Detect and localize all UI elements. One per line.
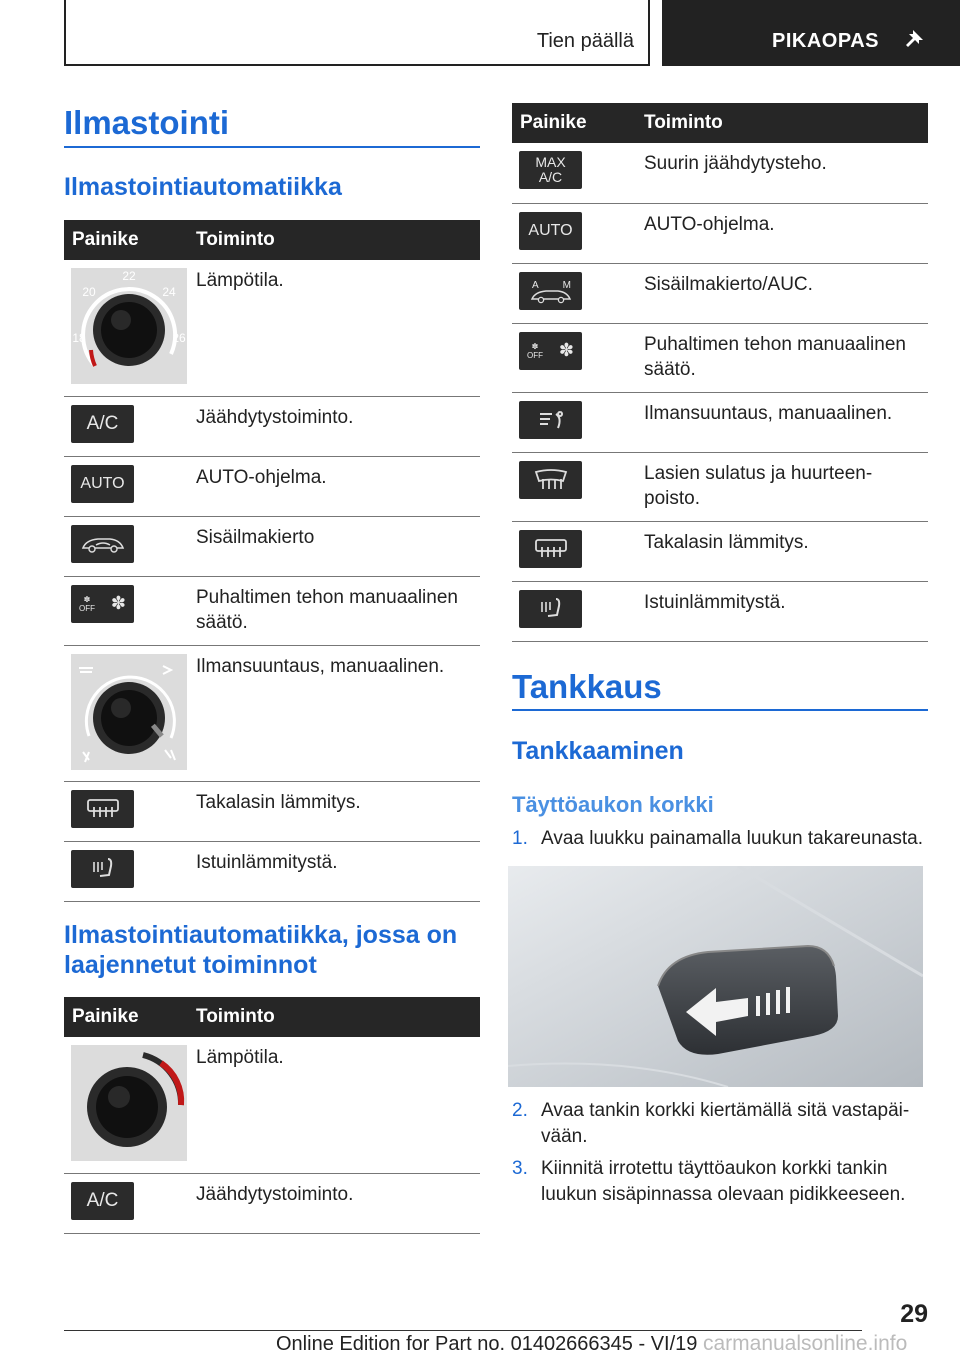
header-section-label: Tien päällä bbox=[536, 30, 634, 52]
windshield-defrost-icon bbox=[519, 461, 582, 499]
step-text: Avaa tankin korkki kiertämällä sitä vastapäi-vään. bbox=[541, 1100, 910, 1147]
auto-button-icon: AUTO bbox=[519, 212, 582, 250]
row-description: Sisäilmakierto bbox=[188, 516, 480, 576]
recirculation-auc-icon: A M bbox=[519, 272, 582, 310]
row-description: Istuinlämmitystä. bbox=[636, 581, 928, 641]
row-description: Puhaltimen tehon manuaalinen säätö. bbox=[636, 323, 928, 392]
steps-list-2 bbox=[512, 1098, 928, 1208]
steps-list-1 bbox=[512, 826, 928, 852]
title-rule bbox=[64, 146, 480, 148]
row-description: Ilmansuuntaus, manuaalinen. bbox=[636, 392, 928, 452]
temp-label-24: 24 bbox=[162, 285, 176, 299]
seat-heating-icon bbox=[519, 590, 582, 628]
table-row bbox=[512, 452, 928, 521]
list-item bbox=[512, 1156, 928, 1208]
rear-defrost-icon bbox=[519, 530, 582, 568]
step-number: 3. bbox=[512, 1158, 528, 1179]
subtitle-auto-climate: Ilmastointiautomatiikka bbox=[64, 173, 342, 201]
subtitle-extended-climate: Ilmastointiautomatiikka, jossa on laajennetut toiminnot bbox=[64, 921, 458, 979]
fuel-flap-image bbox=[508, 866, 923, 1087]
row-description: Lasien sulatus ja huurteen-poisto. bbox=[636, 452, 928, 521]
table-header bbox=[64, 997, 480, 1037]
column-header-button: Painike bbox=[64, 997, 188, 1037]
quick-guide-icon bbox=[900, 27, 926, 53]
temp-label-22: 22 bbox=[122, 269, 136, 283]
recirculation-icon bbox=[71, 525, 134, 563]
column-header-function: Toiminto bbox=[188, 997, 480, 1037]
temperature-knob-icon bbox=[71, 1045, 187, 1161]
column-header-button: Painike bbox=[512, 103, 636, 143]
footer-rule bbox=[64, 1330, 862, 1331]
row-description: Lämpötila. bbox=[188, 260, 480, 396]
list-item bbox=[512, 826, 928, 852]
step-number: 1. bbox=[512, 828, 528, 849]
table-header bbox=[512, 103, 928, 143]
row-description: Takalasin lämmitys. bbox=[636, 521, 928, 581]
section-title-climate: Ilmastointi bbox=[64, 104, 230, 141]
row-description: Istuinlämmitystä. bbox=[188, 841, 480, 901]
row-description: Sisäilmakierto/AUC. bbox=[636, 263, 928, 323]
table-row bbox=[64, 1173, 480, 1233]
step-number: 2. bbox=[512, 1100, 528, 1121]
table-row bbox=[64, 576, 480, 645]
temp-label-20: 20 bbox=[82, 285, 96, 299]
table-row bbox=[64, 1037, 480, 1173]
ac-button-icon: A/C bbox=[71, 405, 134, 443]
column-header-function: Toiminto bbox=[188, 220, 480, 260]
temperature-knob-icon bbox=[71, 268, 187, 384]
header-chapter-label: PIKAOPAS bbox=[772, 30, 879, 52]
table-row bbox=[512, 392, 928, 452]
climate-table-2 bbox=[64, 997, 480, 1234]
table-row bbox=[512, 323, 928, 392]
fan-button-icon: ✽ OFF ✽ bbox=[519, 332, 582, 370]
title-rule bbox=[512, 709, 928, 711]
list-item bbox=[512, 1098, 928, 1150]
table-row bbox=[512, 581, 928, 641]
section-title-refueling: Tankkaus bbox=[512, 668, 662, 705]
header-chapter-tab bbox=[662, 0, 960, 66]
row-description: Suurin jäähdytysteho. bbox=[636, 143, 928, 203]
table-row bbox=[512, 143, 928, 203]
table-row bbox=[512, 203, 928, 263]
table-row bbox=[512, 263, 928, 323]
table-row bbox=[512, 521, 928, 581]
row-description: Jäähdytystoiminto. bbox=[188, 1173, 480, 1233]
table-row bbox=[64, 396, 480, 456]
auto-button-icon: AUTO bbox=[71, 465, 134, 503]
footer-edition bbox=[276, 1332, 907, 1356]
temp-label-26: 26 bbox=[172, 331, 186, 345]
watermark-text: carmanualsonline.info bbox=[702, 1332, 908, 1355]
column-header-function: Toiminto bbox=[636, 103, 928, 143]
step-text: Avaa luukku painamalla luukun takareunasta. bbox=[541, 828, 924, 849]
row-description: Lämpötila. bbox=[188, 1037, 480, 1173]
row-description: Puhaltimen tehon manuaalinen säätö. bbox=[188, 576, 480, 645]
table-row bbox=[64, 841, 480, 901]
page-number: 29 bbox=[900, 1300, 928, 1328]
max-ac-button-icon: MAX A/C bbox=[519, 151, 582, 189]
climate-table-3 bbox=[512, 103, 928, 642]
ac-button-icon: A/C bbox=[71, 1182, 134, 1220]
edition-text: Online Edition for Part no. 01402666345 - VI/19 bbox=[276, 1333, 698, 1355]
table-row bbox=[64, 260, 480, 396]
climate-table-1 bbox=[64, 220, 480, 902]
row-description: Takalasin lämmitys. bbox=[188, 781, 480, 841]
seat-heating-icon bbox=[71, 850, 134, 888]
table-header bbox=[64, 220, 480, 260]
row-description: Ilmansuuntaus, manuaalinen. bbox=[188, 645, 480, 781]
header-section-tab bbox=[64, 0, 650, 66]
fan-button-icon: ✽ OFF ✽ bbox=[71, 585, 134, 623]
air-distribution-knob-icon bbox=[71, 654, 187, 770]
row-description: AUTO-ohjelma. bbox=[636, 203, 928, 263]
table-row bbox=[64, 781, 480, 841]
row-description: Jäähdytystoiminto. bbox=[188, 396, 480, 456]
subtitle-fuel-cap: Täyttöaukon korkki bbox=[512, 792, 714, 817]
table-row bbox=[64, 516, 480, 576]
temp-label-18: 18 bbox=[72, 331, 86, 345]
air-distribution-icon bbox=[519, 401, 582, 439]
table-row bbox=[64, 456, 480, 516]
step-text: Kiinnitä irrotettu täyttöaukon korkki tankin luukun sisäpinnassa olevaan pidikkeeseen. bbox=[541, 1158, 906, 1205]
rear-defrost-icon bbox=[71, 790, 134, 828]
subtitle-refueling: Tankkaaminen bbox=[512, 737, 684, 765]
row-description: AUTO-ohjelma. bbox=[188, 456, 480, 516]
table-row bbox=[64, 645, 480, 781]
column-header-button: Painike bbox=[64, 220, 188, 260]
